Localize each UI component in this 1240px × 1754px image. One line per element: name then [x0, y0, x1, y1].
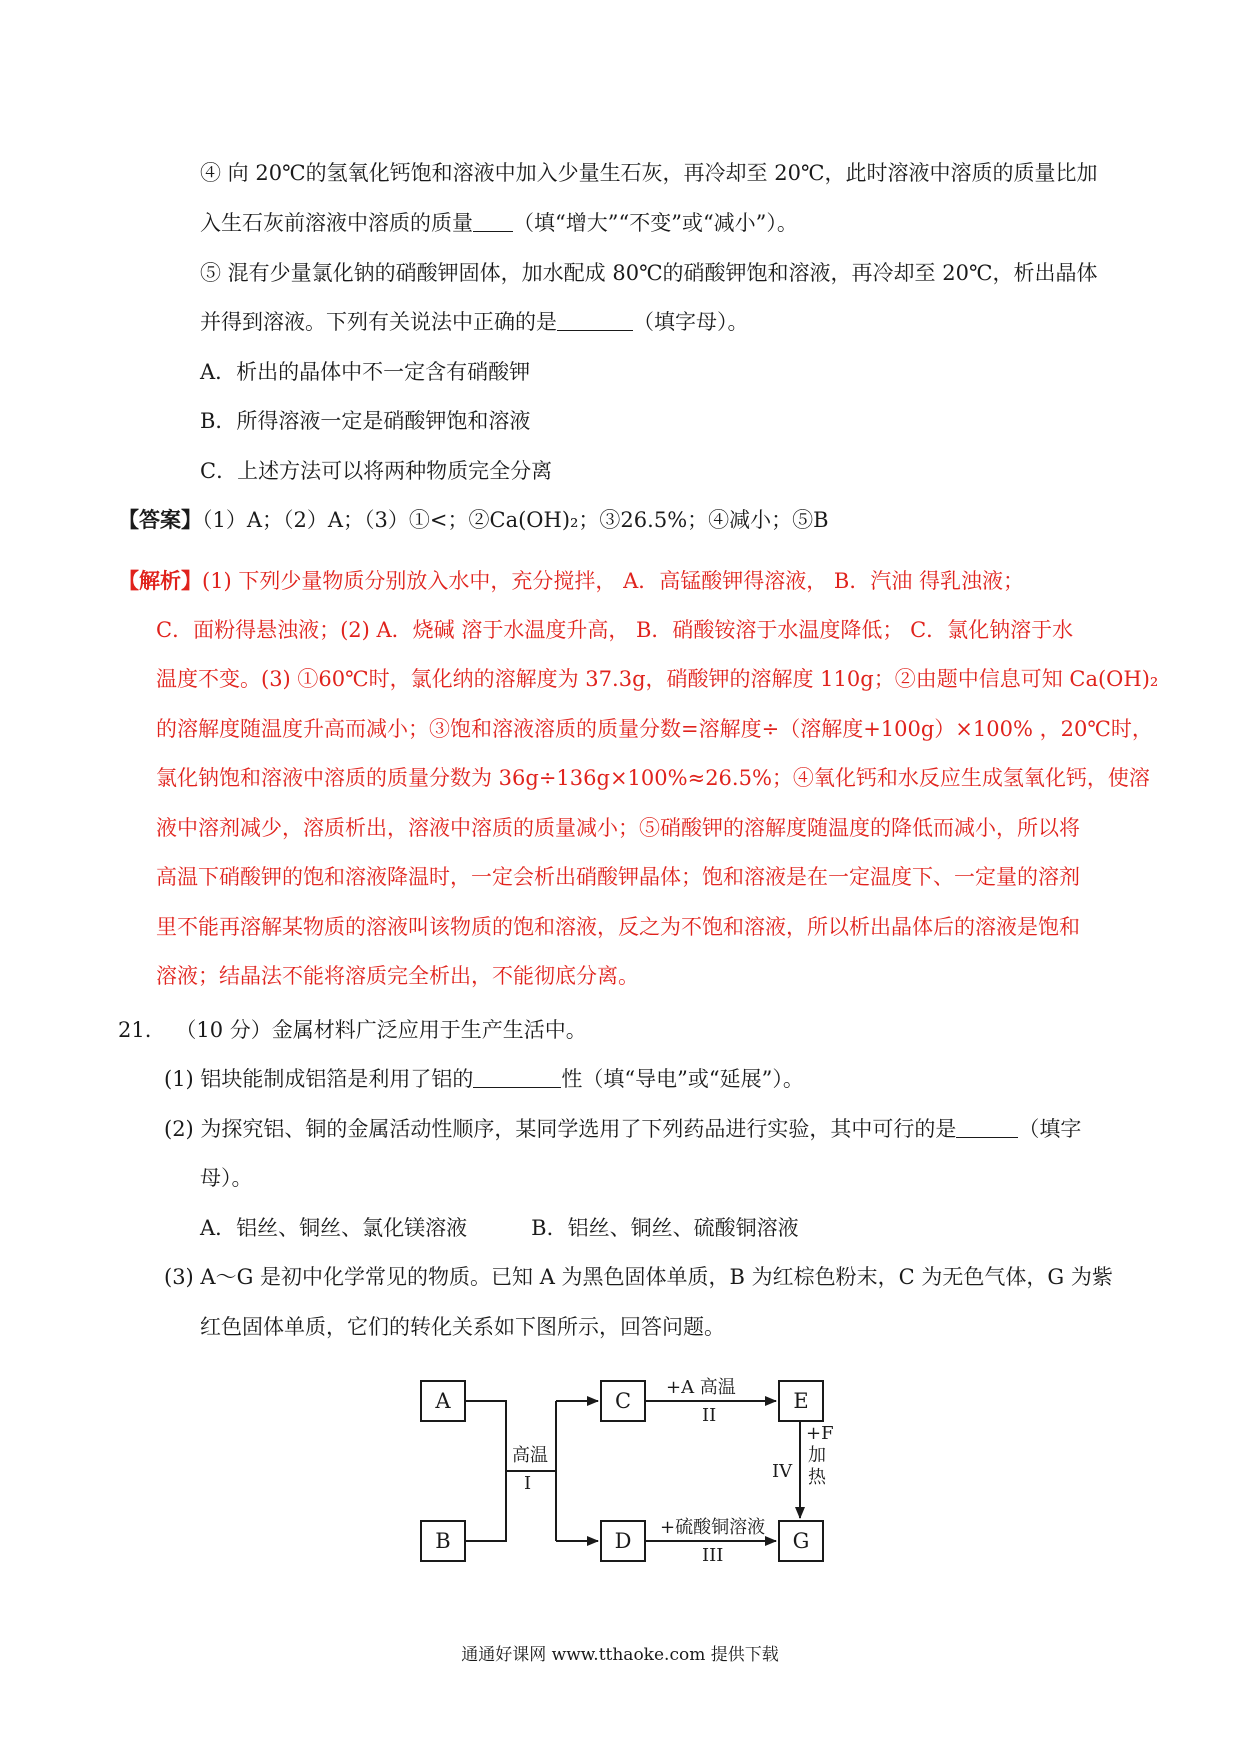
q21-stem-text: （10 分）金属材料广泛应用于生产生活中。 — [175, 1018, 587, 1042]
q21-part1-suffix: 性（填“导电”或“延展”）。 — [561, 1067, 804, 1091]
box-a: A — [420, 1380, 466, 1422]
analysis-line-5: 氯化钠饱和溶液中溶质的质量分数为 36g÷136g×100%≈26.5%；④氧化钙和水反应生成氢氧化钙，使溶 — [156, 766, 1150, 790]
q20-sub4-line2-prefix: 入生石灰前溶液中溶质的质量 — [200, 211, 473, 235]
condition-iv-heat-2: 热 — [808, 1467, 826, 1488]
box-d: D — [600, 1520, 646, 1562]
answer-text: （1）A；（2）A；（3）①<；②Ca(OH)₂；③26.5%；④减小；⑤B — [202, 508, 829, 532]
answer-label: 【答案】 — [118, 507, 202, 532]
q20-sub4-line1: ④ 向 20℃的氢氧化钙饱和溶液中加入少量生石灰，再冷却至 20℃，此时溶液中溶质的质量比加 — [200, 161, 1098, 185]
box-c: C — [600, 1380, 646, 1422]
analysis-line-2: C．面粉得悬浊液；(2) A．烧碱 溶于水温度升高， B．硝酸铵溶于水温度降低； C．氯化钠溶于水 — [156, 618, 1074, 642]
q20-sub5-line1: ⑤ 混有少量氯化钠的硝酸钾固体，加水配成 80℃的硝酸钾饱和溶液，再冷却至 20℃，析出晶体 — [200, 261, 1098, 285]
reaction-i-number: I — [524, 1473, 532, 1494]
q21-stem — [118, 1015, 587, 1045]
answer-blank — [557, 310, 633, 331]
analysis-text: (1) 下列少量物质分别放入水中，充分搅拌， A．高锰酸钾得溶液， B．汽油 得乳浊液； — [202, 569, 1025, 593]
analysis-line-3: 温度不变。(3) ①60℃时，氯化纳的溶解度为 37.3g，硝酸钾的溶解度 110g；②由题中信息可知 Ca(OH)₂ — [156, 667, 1159, 691]
condition-iii-label: +硫酸铜溶液 — [660, 1517, 766, 1538]
q21-option-b: B．铝丝、铜丝、硫酸铜溶液 — [531, 1216, 799, 1240]
answer-line — [118, 505, 829, 535]
condition-iv-heat-1: 加 — [808, 1445, 826, 1466]
analysis-line-7: 高温下硝酸钾的饱和溶液降温时，一定会析出硝酸钾晶体；饱和溶液是在一定温度下、一定量的溶剂 — [156, 865, 1080, 889]
q20-sub4-line2-suffix: （填“增大”“不变”或“减小”）。 — [513, 211, 798, 235]
q20-option-c: C．上述方法可以将两种物质完全分离 — [200, 459, 553, 483]
analysis-line-4: 的溶解度随温度升高而减小；③饱和溶液溶质的质量分数=溶解度÷（溶解度+100g）×100% ，20℃时， — [156, 717, 1153, 741]
q21-option-a: A．铝丝、铜丝、氯化镁溶液 — [200, 1216, 468, 1240]
q20-sub5-line2-suffix: （填字母）。 — [633, 310, 749, 334]
q20-sub5-line2 — [200, 307, 749, 337]
q21-part1-prefix: (1) 铝块能制成铝箔是利用了铝的 — [164, 1067, 474, 1091]
reaction-iv-number: IV — [772, 1461, 793, 1482]
q21-part3-line1: (3) A～G 是初中化学常见的物质。已知 A 为黑色固体单质，B 为红棕色粉末，C 为无色气体，G 为紫 — [164, 1265, 1113, 1289]
q21-part3-line2: 红色固体单质，它们的转化关系如下图所示，回答问题。 — [200, 1315, 725, 1339]
q20-option-b: B．所得溶液一定是硝酸钾饱和溶液 — [200, 409, 531, 433]
answer-blank — [473, 211, 513, 232]
q20-option-a: A．析出的晶体中不一定含有硝酸钾 — [200, 360, 531, 384]
q21-number: 21. — [118, 1018, 152, 1042]
q21-part2-line1 — [164, 1114, 1081, 1144]
q20-sub5-line2-prefix: 并得到溶液。下列有关说法中正确的是 — [200, 310, 557, 334]
analysis-line-6: 液中溶剂减少，溶质析出，溶液中溶质的质量减小；⑤硝酸钾的溶解度随温度的降低而减小，所以将 — [156, 816, 1080, 840]
q21-part2-suffix: （填字 — [1018, 1117, 1082, 1141]
reaction-diagram — [420, 1377, 900, 1580]
condition-iv-reagent: +F — [806, 1423, 834, 1444]
box-g: G — [778, 1520, 824, 1562]
analysis-line-1 — [118, 566, 1024, 596]
analysis-line-9: 溶液；结晶法不能将溶质完全析出，不能彻底分离。 — [156, 964, 639, 988]
answer-blank — [956, 1117, 1018, 1138]
analysis-label: 【解析】 — [118, 568, 202, 593]
box-b: B — [420, 1520, 466, 1562]
q21-part2-options — [200, 1213, 799, 1243]
reaction-iii-number: III — [702, 1545, 724, 1566]
q21-part2-line2: 母）。 — [200, 1166, 253, 1190]
q21-part2-prefix: (2) 为探究铝、铜的金属活动性顺序，某同学选用了下列药品进行实验，其中可行的是 — [164, 1117, 957, 1141]
condition-ii-label: +A 高温 — [666, 1377, 736, 1398]
reaction-ii-number: II — [702, 1405, 717, 1426]
box-e: E — [778, 1380, 824, 1422]
analysis-line-8: 里不能再溶解某物质的溶液叫该物质的饱和溶液，反之为不饱和溶液，所以析出晶体后的溶液是饱和 — [156, 915, 1080, 939]
q20-sub4-line2 — [200, 208, 798, 238]
answer-blank — [473, 1067, 561, 1088]
q21-part1 — [164, 1064, 804, 1094]
condition-i-label: 高温 — [512, 1445, 548, 1466]
diagram-connectors — [420, 1377, 900, 1580]
page-footer: 通通好课网 www.tthaoke.com 提供下载 — [461, 1645, 779, 1665]
reactants-bracket — [466, 1401, 506, 1541]
